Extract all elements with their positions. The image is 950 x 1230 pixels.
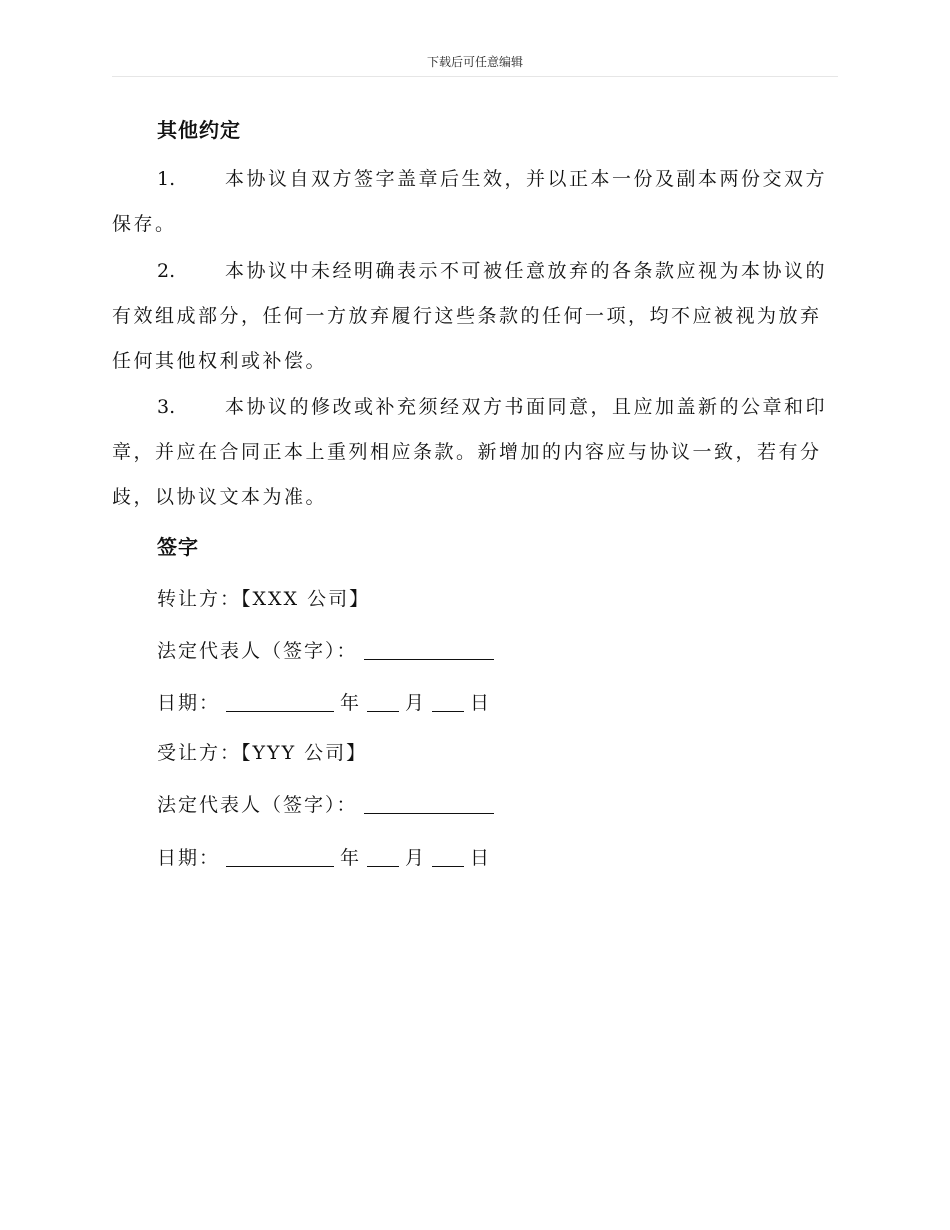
clause-2-text: 本协议中未经明确表示不可被任意放弃的各条款应视为本协议的有效组成部分，任何一方放弃履行这些条款的任何一项，均不应被视为放弃任何其他权利或补偿。 [112,260,828,372]
year-label: 年 [340,847,362,869]
clause-1-text: 本协议自双方签字盖章后生效，并以正本一份及副本两份交双方保存。 [112,168,828,235]
clause-3 [112,385,832,520]
clause-1 [112,157,832,247]
month-blank[interactable] [367,691,399,712]
month-label: 月 [405,692,427,714]
signature-blank[interactable] [364,639,494,660]
rep-label: 法定代表人（签字）： [157,640,358,662]
year-blank[interactable] [226,691,334,712]
clause-3-number: 3. [157,396,176,418]
clause-2-number: 2. [157,260,176,282]
day-label: 日 [470,692,492,714]
transferee-date-line [157,843,491,870]
transferor-line: 转让方：【XXX 公司】 [157,588,371,610]
section-title-other-terms: 其他约定 [157,118,241,142]
year-label: 年 [340,692,362,714]
date-label: 日期： [157,692,221,714]
month-blank[interactable] [367,846,399,867]
section-title-signature: 签字 [157,535,199,559]
transferee-line: 受让方：【YYY 公司】 [157,742,368,764]
date-label: 日期： [157,847,221,869]
rep-label: 法定代表人（签字）： [157,794,358,816]
transferee-rep-line [157,790,500,817]
year-blank[interactable] [226,846,334,867]
transferor-rep-line [157,636,500,663]
page-header: 下载后可任意编辑 [426,55,523,69]
clause-2 [112,249,832,384]
day-label: 日 [470,847,492,869]
clause-3-text: 本协议的修改或补充须经双方书面同意，且应加盖新的公章和印章，并应在合同正本上重列相应条款。新增加的内容应与协议一致，若有分歧，以协议文本为准。 [112,396,828,508]
header-divider [112,76,838,77]
transferor-date-line [157,688,491,715]
month-label: 月 [405,847,427,869]
day-blank[interactable] [432,691,464,712]
day-blank[interactable] [432,846,464,867]
clause-1-number: 1. [157,168,176,190]
signature-blank[interactable] [364,793,494,814]
